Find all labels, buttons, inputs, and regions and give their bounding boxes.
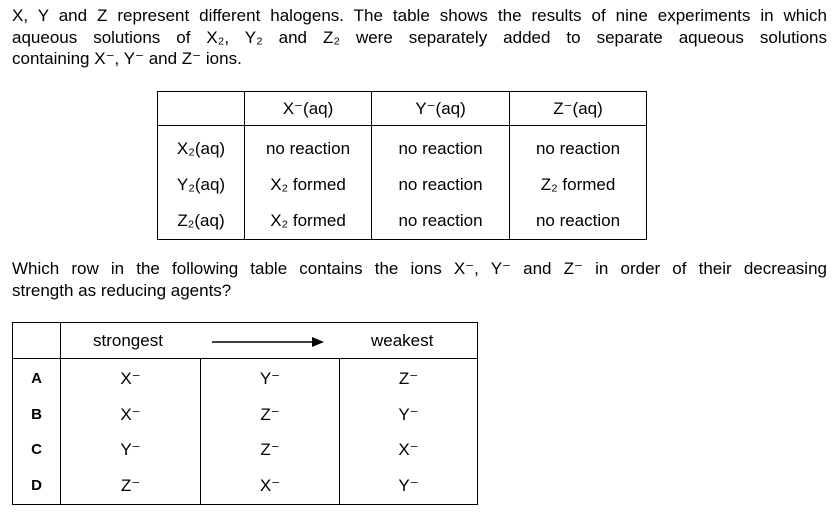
intro-line-1: X, Y and Z represent different halogens. The table shows the results of nine experiments in which — [12, 6, 827, 25]
results-col-header: Y⁻(aq) — [372, 92, 510, 126]
results-col-header: Z⁻(aq) — [510, 92, 647, 126]
option-ion: X⁻ — [120, 404, 141, 424]
result-cell: no reaction — [535, 139, 621, 158]
option-letters — [13, 359, 61, 505]
result-cell: no reaction — [398, 139, 483, 158]
option-column-weakest — [340, 359, 478, 505]
results-column — [372, 126, 510, 240]
option-ion: Z⁻ — [398, 369, 419, 388]
result-cell: X₂ formed — [270, 211, 346, 230]
option-ion: Y⁻ — [259, 369, 281, 388]
intro-line-3: containing X⁻, Y⁻ and Z⁻ ions. — [12, 49, 242, 68]
right-arrow-icon — [212, 336, 324, 348]
results-header-row — [158, 92, 647, 126]
option-column-middle — [201, 359, 340, 505]
options-header-cell — [61, 323, 478, 359]
row-label: Z₂(aq) — [177, 211, 225, 230]
results-body — [158, 126, 647, 240]
results-table — [157, 91, 647, 240]
row-label: Y₂(aq) — [176, 175, 226, 194]
results-column — [245, 126, 372, 240]
option-ion: X⁻ — [120, 369, 141, 388]
result-cell: Z₂ formed — [540, 175, 616, 194]
option-ion: Y⁻ — [120, 440, 141, 459]
option-ion: Z⁻ — [260, 404, 280, 424]
option-ion: Z⁻ — [260, 440, 280, 459]
option-ion: Y⁻ — [398, 404, 419, 424]
results-col-header: X⁻(aq) — [245, 92, 372, 126]
option-ion: Y⁻ — [398, 475, 419, 495]
option-letter: D — [31, 476, 42, 494]
weakest-label: weakest — [371, 331, 434, 350]
result-cell: no reaction — [265, 139, 351, 158]
question-paragraph — [12, 258, 827, 301]
question-line-2: strength as reducing agents? — [12, 280, 232, 300]
results-row-labels — [158, 126, 245, 240]
options-table — [12, 322, 478, 505]
row-label: X₂(aq) — [176, 139, 226, 158]
options-header-row — [13, 323, 478, 359]
result-cell: no reaction — [398, 175, 483, 194]
option-letter: A — [31, 370, 42, 387]
option-letter: C — [31, 441, 42, 458]
result-cell: no reaction — [398, 211, 483, 230]
results-corner-cell — [158, 92, 245, 126]
strongest-label: strongest — [93, 331, 163, 350]
question-line-1: Which row in the following table contains the ions X⁻, Y⁻ and Z⁻ in order of their decreasing — [12, 259, 827, 278]
option-letter: B — [31, 405, 42, 423]
result-cell: no reaction — [535, 211, 621, 230]
option-ion: Z⁻ — [120, 475, 141, 495]
intro-line-2: aqueous solutions of X₂, Y₂ and Z₂ were separately added to separate aqueous solutions — [12, 27, 827, 47]
option-ion: X⁻ — [259, 475, 281, 495]
results-column — [510, 126, 647, 240]
option-column-strongest — [61, 359, 201, 505]
options-body — [13, 359, 478, 505]
intro-paragraph — [12, 5, 827, 70]
option-ion: X⁻ — [398, 440, 419, 459]
options-corner-cell — [13, 323, 61, 359]
result-cell: X₂ formed — [270, 175, 346, 194]
